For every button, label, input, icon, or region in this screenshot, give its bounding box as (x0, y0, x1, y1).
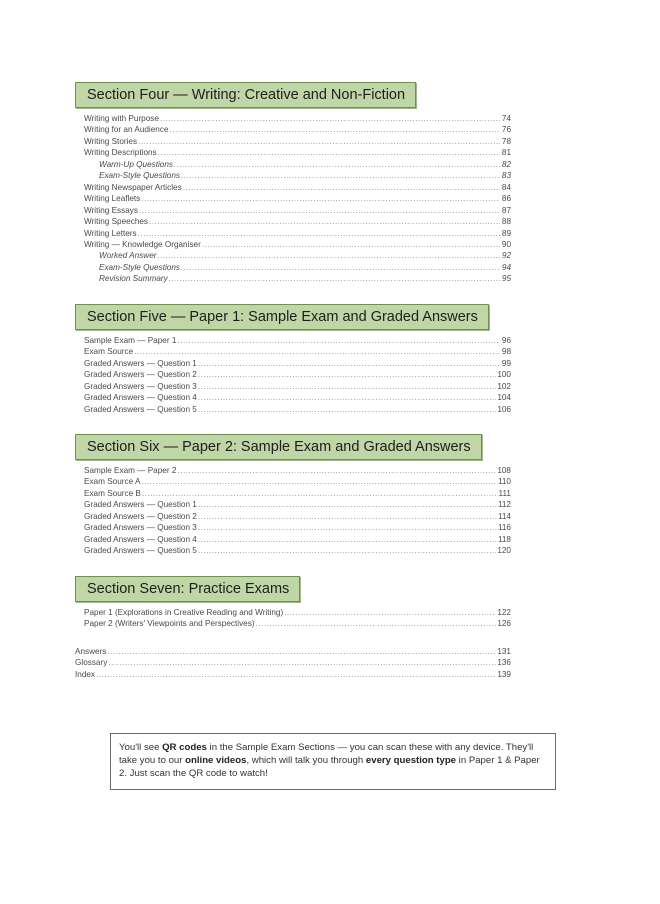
toc-entry[interactable]: Exam Source A ..... 110 (75, 476, 511, 487)
toc-entry[interactable]: Graded Answers — Question 1 ..... 112 (75, 499, 511, 510)
toc-entry[interactable]: Graded Answers — Question 4 ..... 104 (75, 392, 511, 403)
toc-list (75, 113, 511, 285)
section-five (75, 304, 511, 415)
section-header: Section Seven: Practice Exams (75, 576, 300, 602)
toc-entry[interactable]: Writing Descriptions ..... 81 (75, 147, 511, 158)
section-four (75, 82, 511, 285)
section-header: Section Four — Writing: Creative and Non-Fiction (75, 82, 416, 108)
toc-entry[interactable]: Writing with Purpose ..... 74 (75, 113, 511, 124)
toc-entry[interactable]: Writing Stories ..... 78 (75, 136, 511, 147)
toc-subentry[interactable]: Exam-Style Questions ..... 83 (75, 170, 511, 181)
toc-entry[interactable]: Graded Answers — Question 1 ..... 99 (75, 358, 511, 369)
toc-entry[interactable]: Graded Answers — Question 3 ..... 116 (75, 522, 511, 533)
toc-subentry[interactable]: Revision Summary ..... 95 (75, 273, 511, 284)
toc-entry[interactable]: Exam Source B ..... 111 (75, 488, 511, 499)
toc-entry-index[interactable]: Index ..... 139 (75, 669, 511, 680)
toc-list (75, 465, 511, 557)
toc-entry[interactable]: Writing for an Audience ..... 76 (75, 124, 511, 135)
toc-entry[interactable]: Graded Answers — Question 3 ..... 102 (75, 381, 511, 392)
section-header: Section Five — Paper 1: Sample Exam and Graded Answers (75, 304, 489, 330)
toc-entry[interactable]: Graded Answers — Question 2 ..... 100 (75, 369, 511, 380)
toc-entry-answers[interactable]: Answers ..... 131 (75, 646, 511, 657)
toc-entry[interactable]: Paper 1 (Explorations in Creative Reading and Writing) ..... 122 (75, 607, 511, 618)
toc-entry[interactable]: Sample Exam — Paper 1 ..... 96 (75, 335, 511, 346)
section-seven (75, 576, 511, 630)
toc-entry[interactable]: Sample Exam — Paper 2 ..... 108 (75, 465, 511, 476)
toc-entry[interactable]: Writing Leaflets ..... 86 (75, 193, 511, 204)
toc-subentry[interactable]: Exam-Style Questions ..... 94 (75, 262, 511, 273)
section-header: Section Six — Paper 2: Sample Exam and Graded Answers (75, 434, 482, 460)
toc-list (75, 607, 511, 630)
back-matter (75, 646, 511, 680)
toc-entry[interactable]: Exam Source ..... 98 (75, 346, 511, 357)
toc-entry[interactable]: Writing Speeches ..... 88 (75, 216, 511, 227)
toc-subentry[interactable]: Worked Answer ..... 92 (75, 250, 511, 261)
toc-entry[interactable]: Writing Letters ..... 89 (75, 228, 511, 239)
toc-entry[interactable]: Writing Essays ..... 87 (75, 205, 511, 216)
toc-entry-glossary[interactable]: Glossary ..... 136 (75, 657, 511, 668)
toc-entry[interactable]: Graded Answers — Question 2 ..... 114 (75, 511, 511, 522)
section-six (75, 434, 511, 557)
toc-entry[interactable]: Graded Answers — Question 4 ..... 118 (75, 534, 511, 545)
toc-entry[interactable]: Writing Newspaper Articles ..... 84 (75, 182, 511, 193)
toc-entry[interactable]: Graded Answers — Question 5 ..... 106 (75, 404, 511, 415)
toc-list (75, 335, 511, 415)
toc-entry[interactable]: Writing — Knowledge Organiser ..... 90 (75, 239, 511, 250)
qr-code-note: You'll see QR codes in the Sample Exam Sections — you can scan these with any device. They'll take you to our online videos, which will talk you through every question type in Paper 1 & Paper 2. Just scan the QR code to watch! (110, 733, 556, 790)
toc-entry[interactable]: Paper 2 (Writers' Viewpoints and Perspectives) ..... 126 (75, 618, 511, 629)
toc-subentry[interactable]: Warm-Up Questions ..... 82 (75, 159, 511, 170)
toc-entry[interactable]: Graded Answers — Question 5 ..... 120 (75, 545, 511, 556)
